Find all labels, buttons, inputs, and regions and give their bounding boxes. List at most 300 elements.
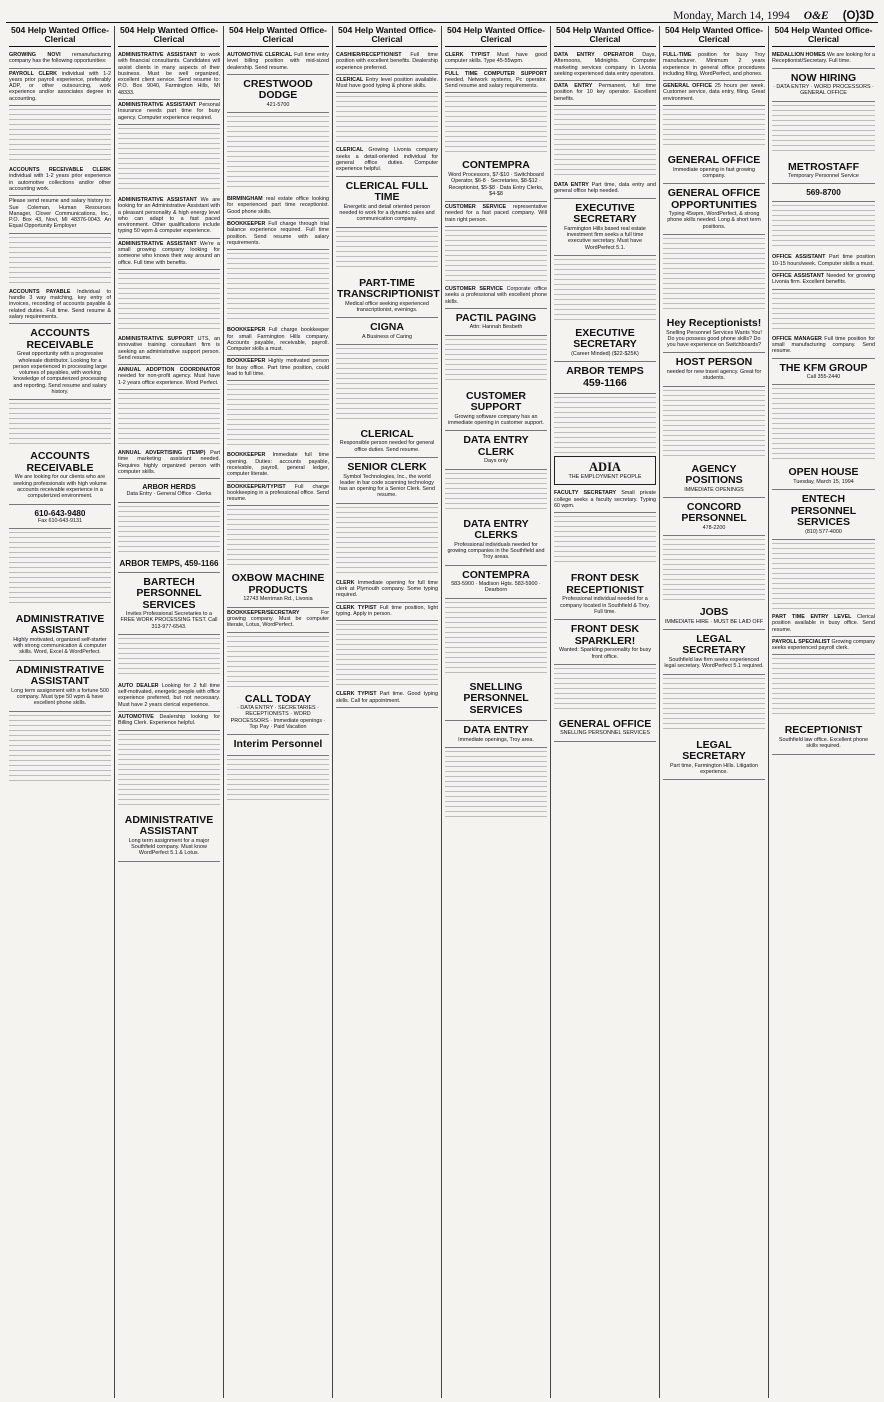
classified-ad	[118, 681, 220, 712]
classified-column	[769, 26, 878, 1398]
classified-ad	[118, 712, 220, 731]
fine-print-block	[118, 393, 220, 445]
ad-body: 478-2200	[702, 524, 726, 531]
ad-title: OPEN HOUSE	[788, 466, 859, 479]
classified-ad	[227, 325, 329, 356]
fine-print-block	[663, 238, 765, 311]
ad-body: Days, Afternoons, Midnights. Computer marketing services company in Livonia seeking experienced data entry operators.	[554, 52, 656, 77]
ad-body: Wanted: Sparkling personality for busy front office.	[558, 647, 652, 660]
fine-print-block	[118, 506, 220, 552]
fine-print-block	[772, 543, 875, 609]
ad-title: CUSTOMER SUPPORT	[466, 389, 526, 414]
classified-ad	[663, 314, 765, 353]
classified-ad	[772, 252, 875, 271]
fine-print-lines	[118, 506, 220, 552]
classified-ad	[9, 324, 111, 400]
ad-body: Tuesday, March 15, 1994	[793, 478, 854, 485]
ad-body: (810) 577-4000	[805, 528, 842, 535]
fine-print-block	[554, 668, 656, 712]
fine-print-block	[554, 259, 656, 321]
classified-ad	[9, 610, 111, 661]
classified-ad	[336, 689, 438, 708]
ad-title: ACCOUNTS RECEIVABLE	[26, 450, 94, 474]
ad-title: ARBOR HERDS	[142, 482, 196, 492]
ad-title: FULL-TIME	[663, 52, 699, 58]
fine-print-lines	[227, 384, 329, 447]
ad-body: Highly motivated, organized self-starter with strong communication & computer skills. Word, Excel & WordPerfect.	[13, 636, 107, 656]
ad-title: OFFICE ASSISTANT	[772, 254, 830, 261]
ad-title: JOBS	[699, 606, 729, 619]
ad-body: Attn: Hannah Besbeth	[469, 324, 523, 331]
fine-print-lines	[554, 668, 656, 712]
ad-title: ACCOUNTS RECEIVABLE CLERK	[9, 167, 111, 174]
ad-title: ARBOR TEMPS, 459-1166	[119, 558, 219, 568]
ad-title: EXECUTIVE SECRETARY	[573, 326, 637, 351]
fine-print-block	[9, 109, 111, 162]
column-heading: 504 Help Wanted Office-Clerical	[772, 26, 875, 47]
classified-ad	[663, 81, 765, 106]
fine-print-lines	[336, 507, 438, 575]
ad-body: Corporate office seeks a professional with excellent phone skills.	[445, 286, 547, 305]
ad-body: We are looking for a Receptionist/Secretary. Full time.	[772, 52, 875, 65]
ad-body: Small private college seeks a faculty secretary. Typing 60 wpm.	[554, 490, 656, 510]
classified-ad	[445, 678, 547, 722]
classified-ad	[118, 573, 220, 635]
ad-title: ADMINISTRATIVE ASSISTANT	[118, 240, 200, 247]
fine-print-block	[227, 759, 329, 804]
classified-ad	[554, 362, 656, 394]
classified-ad	[227, 356, 329, 381]
ad-body: Immediate full time opening. Duties: accounts payable, receivable, payroll, general ledger, computer literate.	[227, 452, 329, 478]
ad-body: Highly motivated person for busy office. Part time position, could lead to full time.	[227, 358, 329, 378]
ad-title: BARTECH PERSONNEL SERVICES	[136, 575, 202, 611]
ad-body: Professional individual needed for a company located in Southfield & Troy. Full time.	[559, 596, 651, 615]
ad-title: ANNUAL ADOPTION COORDINATOR	[118, 367, 220, 374]
fine-print-block	[554, 109, 656, 177]
classified-ad	[663, 184, 765, 235]
ad-title: ADMINISTRATIVE ASSISTANT	[118, 52, 201, 58]
column-heading: 504 Help Wanted Office-Clerical	[445, 26, 547, 47]
fine-print-lines	[772, 205, 875, 249]
ad-body: Part time position 10-15 hours/week. Computer skills a must.	[772, 254, 875, 267]
ad-body: SNELLING PERSONNEL SERVICES	[560, 730, 650, 737]
ad-title: CLERK TYPIST	[336, 604, 380, 611]
ad-body: Part time, data entry and general office help needed.	[554, 182, 657, 195]
ad-title: LEGAL SECRETARY	[682, 632, 746, 657]
classified-ad	[772, 721, 875, 754]
ad-body: Energetic and detail oriented person needed to work for a dynamic sales and communication company.	[339, 203, 435, 223]
ad-body: Growing software company has an immediate opening in customer support.	[448, 413, 544, 427]
ad-body: to work with financial consultants. Candidates will assist clients in many aspects of their business. Must be well organized, excellent client service. Send resume to: P.O. Box 9040, Farmington Hills, MI 48333.	[118, 52, 220, 96]
ad-title: ENTECH PERSONNEL SERVICES	[790, 493, 857, 529]
classified-ad	[554, 569, 656, 620]
ad-title: DATA ENTRY CLERK	[463, 434, 529, 458]
fine-print-lines	[663, 390, 765, 457]
ad-body: Immediate opening for full time clerk at Plymouth company. Some typing required.	[336, 579, 438, 599]
ad-title: SENIOR CLERK	[347, 461, 427, 474]
fine-print-lines	[336, 348, 438, 422]
ad-body: Invites Professional Secretaries to a FREE WORK PROCESSING TEST. Call 313-977-6543.	[120, 611, 218, 630]
classified-ad	[9, 165, 111, 196]
classified-ad	[663, 460, 765, 498]
ad-title: CLERICAL	[360, 427, 414, 440]
ad-body: · DATA ENTRY · WORD PROCESSORS · GENERAL OFFICE	[773, 84, 874, 97]
classified-ad	[445, 284, 547, 309]
ad-body: representative needed for a fast paced company. Will train right person.	[445, 204, 547, 223]
fine-print-block	[336, 348, 438, 422]
classified-ad	[663, 736, 765, 781]
fine-print-lines	[663, 238, 765, 311]
classified-ad	[663, 353, 765, 386]
column-heading: 504 Help Wanted Office-Clerical	[227, 26, 329, 47]
classified-ad	[118, 555, 220, 573]
ad-title: CLERICAL	[336, 76, 366, 83]
ad-title: ADIA	[589, 460, 621, 475]
fine-print-block	[663, 678, 765, 733]
classified-ad	[336, 177, 438, 228]
ad-title: AUTOMOTIVE	[118, 714, 160, 721]
ad-body: Full charge through trial balance experience required. Full time position. Send resume with salary requirements.	[227, 221, 329, 246]
ad-title: BIRMINGHAM	[227, 196, 266, 203]
ad-title: DATA ENTRY	[554, 182, 592, 189]
ad-body: position for busy Troy manufacturer. Minimum 2 years experience in general office procedures including filing, WordPerfect, and phones.	[663, 52, 765, 77]
ad-title: GENERAL OFFICE OPPORTUNITIES	[667, 187, 761, 211]
fine-print-block	[9, 715, 111, 784]
ad-title: BOOKKEEPER	[227, 452, 273, 459]
classified-ad	[772, 184, 875, 202]
ad-body: · DATA ENTRY · SECRETARIES · RECEPTIONISTS · WORD PROCESSORS · Immediate openings · Top Pay · Paid Vacation	[230, 705, 326, 730]
ad-title: FACULTY SECRETARY	[554, 490, 622, 497]
ad-title: CLERK	[336, 579, 358, 586]
ad-title: GROWING NOVI	[9, 52, 73, 58]
ad-body: Part time marketing assistant needed. Requires highly organized person with computer skills.	[118, 450, 220, 475]
fine-print-lines	[118, 273, 220, 331]
classified-ad	[227, 194, 329, 219]
column-heading: 504 Help Wanted Office-Clerical	[118, 26, 220, 47]
column-heading: 504 Help Wanted Office-Clerical	[9, 26, 111, 47]
ad-title: PART TIME ENTRY LEVEL	[772, 613, 858, 620]
ad-title: CONCORD PERSONNEL	[681, 500, 747, 525]
classified-column	[660, 26, 769, 1398]
ad-title: AUTO DEALER	[118, 682, 162, 689]
fine-print-lines	[118, 734, 220, 808]
classified-ad	[772, 637, 875, 656]
classified-ad	[445, 721, 547, 748]
fine-print-block	[118, 273, 220, 331]
fine-print-lines	[227, 253, 329, 322]
fine-print-lines	[445, 751, 547, 818]
classified-ad	[663, 603, 765, 630]
fine-print-block	[9, 237, 111, 284]
ad-title: CUSTOMER SERVICE	[445, 204, 513, 211]
ad-body: individual with 1-2 years prior payroll experience, preferably ADP, or other outsourcing, work experience and/or associates degree in accounting.	[9, 70, 111, 102]
fine-print-lines	[336, 231, 438, 271]
classified-ad	[554, 81, 656, 106]
classified-ad	[118, 239, 220, 270]
fine-print-lines	[772, 658, 875, 718]
ad-title: BOOKKEEPER/SECRETARY	[227, 609, 321, 616]
classified-ad	[336, 603, 438, 622]
fine-print-lines	[336, 96, 438, 142]
classified-ad	[445, 387, 547, 432]
ad-body: Immediate openings, Troy area.	[458, 736, 534, 743]
classified-ad	[554, 488, 656, 513]
fine-print-lines	[554, 397, 656, 453]
ad-body: Full charge bookkeeper for small Farmington Hills company. Accounts payable, receivable, payroll. Computer skills a must.	[227, 327, 329, 353]
fine-print-block	[336, 231, 438, 271]
ad-title: ACCOUNTS RECEIVABLE	[26, 327, 94, 351]
ad-title: GENERAL OFFICE	[667, 154, 761, 167]
ad-title: Interim Personnel	[233, 738, 323, 751]
classified-ad	[663, 498, 765, 536]
classified-ad	[445, 515, 547, 566]
ad-title: CRESTWOOD DODGE	[243, 77, 313, 102]
ad-body: 12743 Merriman Rd., Livonia	[243, 596, 313, 603]
fine-print-lines	[9, 715, 111, 784]
classified-ad	[227, 75, 329, 113]
fine-print-block	[445, 751, 547, 818]
classified-ad	[118, 334, 220, 365]
fine-print-lines	[9, 532, 111, 607]
ad-body: A Business of Caring	[361, 333, 413, 340]
ad-body: Needed for growing Livonia firm. Excellent benefits.	[772, 273, 875, 286]
ad-body: needed for new travel agency. Great for students.	[666, 368, 762, 382]
ad-title: EXECUTIVE SECRETARY	[573, 201, 637, 226]
ad-title: CLERK TYPIST	[336, 691, 380, 698]
classified-ad	[445, 309, 547, 336]
classified-column	[115, 26, 224, 1398]
fine-print-lines	[554, 259, 656, 321]
classified-ad	[772, 50, 875, 69]
classified-ad	[554, 180, 656, 199]
classified-ad	[9, 505, 111, 529]
fine-print-block	[554, 397, 656, 453]
ad-body: Immediate opening in fast growing company.	[672, 166, 756, 179]
classified-ad	[445, 566, 547, 599]
ad-body: Looking for 2 full time self-motivated, energetic people with office experience preferred, but not necessary. Must have 2 years clerical experience.	[118, 682, 220, 708]
ad-body: Temporary Personnel Service	[788, 173, 859, 180]
classified-ad	[227, 690, 329, 736]
fine-print-block	[227, 509, 329, 566]
ad-title: ADMINISTRATIVE ASSISTANT	[15, 612, 105, 637]
fine-print-lines	[445, 473, 547, 512]
ad-title: DATA ENTRY	[463, 724, 529, 737]
masthead	[6, 4, 878, 23]
ad-body: 583-5900 · Madison Hgts. 583-5900 · Dearborn	[451, 581, 541, 594]
classified-ad	[772, 158, 875, 185]
fine-print-block	[663, 390, 765, 457]
ad-body: Great opportunity with a progressive wholesale distributor. Looking for a person experienced in processing large volumes of payables, with working knowledge of computerized processing and reporting. Send resume and salary history.	[12, 351, 108, 396]
classified-ad	[336, 458, 438, 504]
ad-title: NOW HIRING	[790, 71, 857, 84]
fine-print-lines	[772, 543, 875, 609]
ad-body: Permanent, full time position for 10 key operator. Excellent benefits.	[554, 83, 656, 102]
ad-body: Southfield law office. Excellent phone skills required.	[778, 736, 869, 750]
classified-ad	[118, 479, 220, 502]
ad-body: Growing Livonia company seeks a detail-oriented individual for general office duties. Computer experience helpful.	[336, 147, 438, 173]
classified-ad	[118, 811, 220, 862]
ad-title: GENERAL OFFICE	[558, 717, 652, 730]
classified-ad	[227, 608, 329, 633]
fine-print-lines	[554, 516, 656, 566]
fine-print-lines	[9, 109, 111, 162]
ad-title: METROSTAFF	[788, 160, 859, 173]
classified-ad	[336, 75, 438, 94]
classified-ad	[9, 196, 111, 233]
ad-title: CLERICAL FULL TIME	[345, 179, 429, 204]
classified-ad	[663, 151, 765, 184]
ad-title: PACTIL PAGING	[455, 311, 537, 324]
classified-column	[442, 26, 551, 1398]
ad-body: THE EMPLOYMENT PEOPLE	[568, 474, 642, 481]
ad-title: BOOKKEEPER	[227, 327, 269, 334]
ad-body: 421-5700	[266, 101, 290, 108]
ad-body: (Career Minded) ($22-$25K)	[571, 350, 639, 357]
ad-body: Entry level position available. Must have good typing & phone skills.	[336, 76, 438, 90]
ad-body: Individual to handle 3 way matching, key entry of invoices, recording of accounts payable & related duties. Full time. Send resume & salary requirements.	[9, 288, 111, 320]
fine-print-lines	[336, 624, 438, 686]
classified-ad	[445, 202, 547, 227]
ad-title: CLERK TYPIST	[445, 52, 498, 58]
ad-title: CONTEMPRA	[462, 568, 530, 581]
ad-title: FRONT DESK RECEPTIONIST	[566, 572, 644, 596]
classified-ad	[118, 448, 220, 479]
fine-print-block	[118, 638, 220, 678]
ad-title: GENERAL OFFICE	[663, 83, 715, 90]
ad-body: We are looking for our clients who are seeking professionals with high volume accounts receivable experience in a computerized environment.	[13, 474, 107, 500]
ad-body: Long term assignment for a major Southfield company. Must know WordPerfect 5.1 & Lotus.	[128, 837, 210, 857]
classified-ad	[336, 578, 438, 603]
ad-body: Please send resume and salary history to: Sue Coleman, Human Resources Manager, Clover Communications, Inc., P.O. Box 43, Novi, MI 48376-0043. An Equal Opportunity Employer	[9, 198, 111, 230]
fine-print-lines	[663, 678, 765, 733]
classified-ad	[9, 50, 111, 69]
classified-ad	[227, 482, 329, 507]
ad-body: Must have good computer skills. Type 45-55wpm.	[445, 52, 548, 65]
ad-body: IMMEDIATE HIRE · MUST BE LAID OFF	[664, 618, 764, 625]
ad-body: Word Processors, $7-$10 · Switchboard Operator, $6-8 · Secretaries, $8-$12 · Receptionist, $5-$8 · Data Entry Clerks, $4-$8	[448, 171, 544, 197]
classified-ad	[554, 324, 656, 362]
fine-print-lines	[772, 105, 875, 155]
column-heading: 504 Help Wanted Office-Clerical	[663, 26, 765, 47]
fine-print-block	[9, 532, 111, 607]
fine-print-lines	[445, 230, 547, 281]
ad-title: SNELLING PERSONNEL SERVICES	[463, 680, 529, 716]
fine-print-block	[772, 205, 875, 249]
ad-body: Growing company seeks experienced payroll clerk.	[772, 638, 875, 652]
fine-print-block	[118, 128, 220, 192]
classified-column	[224, 26, 333, 1398]
ad-title: BOOKKEEPER	[227, 221, 269, 228]
classified-ad	[663, 50, 765, 81]
classified-ad	[227, 735, 329, 756]
fine-print-block	[663, 109, 765, 148]
ad-body: Full time position, light typing. Apply in person.	[336, 604, 438, 617]
ad-body: Full time entry level billing position with mid-sized dealership. Send resume.	[227, 52, 329, 71]
classified-ad	[445, 69, 547, 94]
fine-print-lines	[227, 636, 329, 687]
ad-title: AUTOMOTIVE CLERICAL	[227, 52, 295, 58]
fine-print-lines	[772, 293, 875, 331]
ad-title: CASHIER/RECEPTIONIST	[336, 52, 411, 58]
ad-title: PAYROLL SPECIALIST	[772, 638, 832, 645]
fine-print-lines	[663, 109, 765, 148]
ad-title: PART-TIME TRANSCRIPTIONIST	[337, 276, 440, 301]
fine-print-lines	[554, 109, 656, 177]
ad-title: THE KFM GROUP	[779, 361, 868, 374]
classified-ad	[227, 569, 329, 607]
fine-print-block	[663, 539, 765, 600]
classified-ad	[9, 287, 111, 324]
fine-print-block	[336, 507, 438, 575]
ad-body: Full time position with excellent benefits. Dealership experience preferred.	[336, 52, 438, 71]
ad-body: needed for non-profit agency. Must have 1-2 years office experience. Word Perfect.	[118, 373, 220, 386]
fine-print-block	[227, 253, 329, 322]
ad-body: Snelling Personnel Services Wants You! Do you possess good phone skills? Do you have experience on Switchboards?	[666, 329, 762, 349]
ad-title: CUSTOMER SERVICE	[445, 286, 507, 293]
ad-body: Full charge bookkeeping in a professional office. Send resume.	[227, 483, 329, 503]
ad-body: Data Entry · General Office · Clerks	[126, 491, 212, 498]
ad-body: remanufacturing company has the following opportunities:	[9, 52, 111, 65]
ad-body: Farmington Hills based real estate investment firm seeks a full time executive secretary. Must have WordPerfect 5.1.	[564, 225, 646, 251]
ad-body: Part time. Good typing skills. Call for appointment.	[336, 691, 438, 704]
classified-column	[551, 26, 660, 1398]
classified-ad	[772, 359, 875, 386]
ad-title: DATA ENTRY CLERKS	[463, 517, 529, 542]
classified-column	[333, 26, 442, 1398]
classified-ad	[445, 50, 547, 69]
fine-print-block	[9, 403, 111, 444]
classified-ad	[772, 463, 875, 490]
ad-body: Full time position for small manufacturing company. Send resume.	[772, 335, 875, 355]
classified-ad	[118, 365, 220, 390]
ad-body: Southfield law firm seeks experienced legal secretary. WordPerfect 5.1 required.	[664, 656, 764, 670]
fine-print-block	[227, 116, 329, 191]
classified-ad	[9, 69, 111, 106]
ad-body: We are looking for an Administrative Assistant with a pleasant personality & high energy level who can adapt to a fast paced environment. Other qualifications include typing 50 wpm & computer experience.	[118, 196, 220, 235]
classified-ad	[118, 100, 220, 125]
ad-title: CIGNA	[370, 321, 404, 334]
fine-print-block	[445, 602, 547, 675]
ad-title: PAYROLL CLERK	[9, 70, 62, 77]
ad-body: Dealership looking for Billing Clerk. Experience helpful.	[118, 714, 220, 727]
ad-title: MEDALLION HOMES	[772, 52, 827, 58]
ad-body: Clerical position available in busy office. Send resume.	[772, 613, 875, 633]
ad-title: Hey Receptionists!	[666, 317, 762, 330]
ad-body: For growing company. Must be computer literate, Lotus, WordPerfect.	[227, 609, 329, 629]
ad-body: Part time, Farmington Hills. Litigation experience.	[669, 762, 759, 775]
ad-title: ADMINISTRATIVE SUPPORT	[118, 335, 198, 342]
fine-print-block	[772, 293, 875, 331]
fine-print-block	[772, 105, 875, 155]
classified-ad	[118, 195, 220, 239]
fine-print-block	[445, 230, 547, 281]
ad-title: OXBOW MACHINE PRODUCTS	[231, 572, 325, 596]
fine-print-lines	[663, 539, 765, 600]
ad-title: FRONT DESK SPARKLER!	[570, 623, 640, 647]
fine-print-lines	[445, 96, 547, 153]
ad-title: DATA ENTRY OPERATOR	[554, 52, 643, 58]
fine-print-lines	[118, 638, 220, 678]
classified-ad	[772, 69, 875, 102]
fine-print-block	[118, 734, 220, 808]
ad-title: FULL TIME COMPUTER SUPPORT	[445, 70, 547, 77]
classified-ad	[227, 219, 329, 250]
classified-ad	[772, 271, 875, 290]
fine-print-lines	[118, 128, 220, 192]
ad-title: AGENCY POSITIONS	[685, 462, 743, 487]
fine-print-lines	[445, 339, 547, 384]
classified-ad	[663, 630, 765, 675]
